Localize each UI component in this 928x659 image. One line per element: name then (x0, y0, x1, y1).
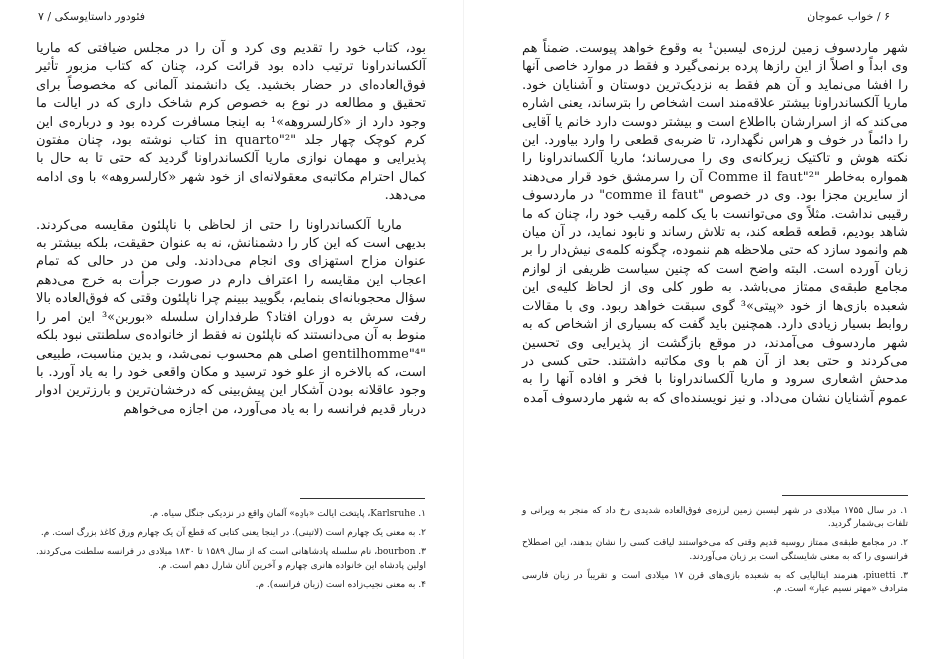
footnote: ۲. به معنی یک چهارم است (لاتینی). در اینجا یعنی کتابی که قطع آن یک چهارم ورق کاغذ بزرگ است. م. (40, 528, 426, 539)
footnotes (36, 508, 426, 598)
footnote: ۲. در مجامع طبقه‌ی ممتاز روسیه قدیم وقتی که می‌خواستند لیاقت کسی را نشان بدهند، این اصطلاح فرانسوی را که به معنی شایستگی است بر زبان می‌آوردند. (522, 538, 908, 562)
footnotes (522, 505, 908, 602)
footnote: ۳. bourbon، نام سلسله پادشاهانی است که از سال ۱۵۸۹ تا ۱۸۳۰ میلادی در فرانسه سلطنت می‌کردند. اولین پادشاه این خانواده هانری چهارم و آخرین آنان شارل دهم است. م. (36, 547, 427, 571)
footnote: ۱. Karlsruhe، پایتخت ایالت «بادِه» آلمان واقع در نزدیکی جنگل سیاه. م. (149, 509, 426, 519)
body-text (36, 40, 426, 419)
footnote: ۳. piuetti، هنرمند ایتالیایی که به شعبده بازی‌های قرن ۱۷ میلادی است و تقریباً در زبان فارسی مترادف «مهتر نسیم عیار» است. م. (522, 570, 908, 595)
footnote: ۴. به معنی نجیب‌زاده است (زبان فرانسه). م. (255, 579, 426, 590)
paragraph: بود، کتاب خود را تقدیم وی کرد و آن را در مجلس ضیافتی که ماریا آلکساندراونا ترتیب داده بود قرائت کرد، چنان که کتاب مزبور تأثیر فوق‌العاده‌ای در حضار بخشید. یک دانشمند آلمانی که مخصوصاً برای تحقیق و مطالعه در نوع به خصوص کرم شاخک داری که در ایالت ما وجود دارد از «کارلسروهه»¹ به اینجا مسافرت کرده بود و درباره‌ی این کرم کوچک چهار جلد "in quarto"² کتاب نوشته بود، چنان مفتون پذیرایی و مهمان نوازی ماریا آلکساندراونا گردید که حتی تا به حال با کمال احترام مکاتبه‌ی معقولانه‌ای از خود شهر «کارلسروهه» با وی ادامه می‌دهد. (36, 41, 427, 204)
running-head: ۶ / خواب عموجان (807, 10, 890, 23)
right-page (464, 0, 928, 659)
body-text (522, 40, 908, 408)
footnote-divider (300, 498, 425, 499)
running-head: فئودور داستایوسکی / ۷ (38, 10, 145, 23)
paragraph: ماریا آلکساندراونا را حتی از لحاظی با ناپلئون مقایسه می‌کردند. بدیهی است که این کار را دشمنانش، نه به عنوان حقیقت، بلکه بیشتر به عنوان مزاح استهزای وی انجام می‌دادند. ولی من در حالی که تمام اعجاب این مقایسه را اعتراف دارم در صورت جرأت به خرج می‌دهم سؤال محجوبانه‌ای بنمایم، بگویید ببینم چرا ناپلئون وقتی که فوق‌العاده بالا رفت سرش به دوران افتاد؟ طرفداران سلسله «بوربن»³ این امر را منوط به آن می‌دانستند که ناپلئون نه فقط از خانواده‌ی سلطنتی نبود بلکه "gentilhomme"⁴ اصلی هم محسوب نمی‌شد، و بدین مناسبت، طبیعی است، که بالاخره از علو خود ترسید و مکان واقعی خود را به یاد آورد. با وجود عاقلانه بودن آشکار این پیش‌بینی که درخشان‌ترین و بارزترین ادوار دربار قدیم فرانسه را به یاد می‌آورد، من اجازه می‌خواهم (36, 217, 426, 417)
paragraph: شهر ماردسوف زمین لرزه‌ی لیسبن¹ به وقوع خواهد پیوست. ضمناً هم وی ابداً و اصلاً از این رازها پرده برنمی‌گیرد و فقط در موارد خاصی آنها را افشا می‌نماید و آن هم فقط به نزدیک‌ترین دوستان و آشنایان خود. ماریا آلکساندراونا بیشتر علاقه‌مند است اشخاص را بترساند، یعنی اشاره می‌کند که از اسرارشان بااطلاع است و بیشتر دوست دارد خانم یا آقایی را دائماً در خوف و هراس نگهدارد، تا ضربه‌ی قطعی را وارد بیاورد. این نکته هوش و تاکتیک زیرکانه‌ی وی را می‌رساند؛ ماریا آلکساندراونا را همواره به‌خاطر "Comme il faut"² آن را سرمشق خود قرار می‌دهند از سایرین مجزا بود. وی در خصوص "comme il faut" در ماردسوف رقیبی نداشت. مثلاً وی می‌توانست با یک کلمه رقیب خود را، چنان که ما شاهد بودیم، قطعه قطعه کند، به تلاش رساند و نابود نماید، در آن میان هم وانمود سازد که حتی ملاحظه هم ننموده، چگونه کلمه‌ی نیش‌دار را بر زبان آورده است. البته واضح است که چنین سیاست ظریفی از لوازم مجامع طبقه‌ی ممتاز می‌باشد. به طور کلی وی از لحاظ کلیه‌ی این شعبده بازی‌ها از خود «پیتی»³ گوی سبقت خواهد ربود. وی با مقالات روابط بسیار زیادی دارد. همچنین باید گفت که بسیاری از اشخاص که به شهر ماردسوف می‌آمدند، در موقع بازگشت از پذیرایی وی تحسین می‌کردند و حتی بعد از آن هم با وی مکاتبه داشتند. حتی کسی در مدحش اشعاری سرود و ماریا آلکساندراونا با فخر و افاده آنها را به عموم آشنایان نشان می‌داد. و نیز نویسنده‌ای که به شهر ماردسوف آمده (522, 41, 908, 406)
footnote: ۱. در سال ۱۷۵۵ میلادی در شهر لیسبن زمین لرزه‌ی فوق‌العاده شدیدی رخ داد که منجر به ویرانی و تلفات بی‌شمار گردید. (522, 506, 908, 530)
footnote-divider (782, 495, 908, 496)
